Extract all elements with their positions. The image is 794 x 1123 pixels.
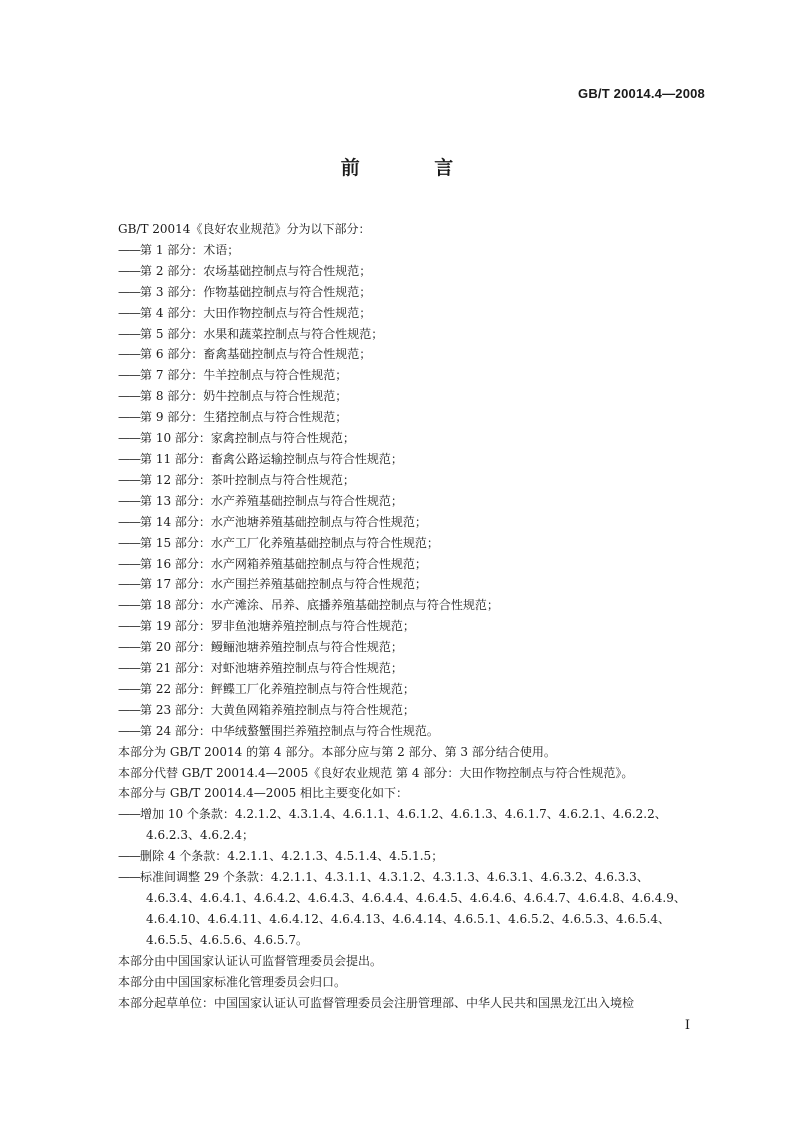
dash-mark: —— — [118, 493, 140, 508]
change-item-added-cont: 4.6.2.3、4.6.2.4； — [146, 828, 254, 843]
dash-mark: —— — [118, 577, 140, 592]
part-label: 第 5 部分：水果和蔬菜控制点与符合性规范； — [140, 326, 384, 341]
dash-mark: —— — [118, 702, 140, 717]
dash-mark: —— — [118, 263, 140, 278]
part-list-item — [118, 512, 708, 533]
part-list-item — [118, 679, 708, 700]
dash-mark: —— — [118, 681, 140, 696]
dash-mark: —— — [118, 242, 140, 257]
part-list-item — [118, 658, 708, 679]
replaces-paragraph: 本部分代替 GB/T 20014.4—2005《良好农业规范 第 4 部分：大田作物控制点与符合性规范》。 — [118, 765, 634, 780]
dash-mark: —— — [118, 535, 140, 550]
change-text: 标准间调整 29 个条款：4.2.1.1、4.3.1.1、4.3.1.2、4.3.1.3、4.6.3.1、4.6.3.2、4.6.3.3、 — [140, 870, 649, 885]
dash-mark: —— — [118, 410, 140, 425]
part-label: 第 6 部分：畜禽基础控制点与符合性规范； — [140, 347, 372, 362]
part-label: 第 8 部分：奶牛控制点与符合性规范； — [140, 389, 348, 404]
change-text: 增加 10 个条款：4.2.1.2、4.3.1.4、4.6.1.1、4.6.1.2、4.6.1.3、4.6.1.7、4.6.2.1、4.6.2.2、 — [140, 807, 667, 822]
part-list-item — [118, 700, 708, 721]
dash-mark: —— — [118, 284, 140, 299]
standard-code: GB/T 20014.4—2008 — [578, 86, 705, 101]
change-item-deleted — [118, 846, 708, 867]
change-item-adjusted-cont: 4.6.3.4、4.6.4.1、4.6.4.2、4.6.4.3、4.6.4.4、4.6.4.5、4.6.4.6、4.6.4.7、4.6.4.8、4.6.4.9、 — [146, 891, 686, 905]
dash-mark: —— — [118, 661, 140, 676]
dash-mark: —— — [118, 598, 140, 613]
dash-mark: —— — [118, 807, 140, 822]
dash-mark: —— — [118, 347, 140, 362]
change-item-added — [118, 804, 708, 825]
change-text: 删除 4 个条款：4.2.1.1、4.2.1.3、4.5.1.4、4.5.1.5； — [140, 849, 444, 864]
part-label: 第 21 部分：对虾池塘养殖控制点与符合性规范； — [140, 661, 403, 676]
part-list-item — [118, 491, 708, 512]
part-label: 第 1 部分：术语； — [140, 242, 240, 257]
dash-mark: —— — [118, 723, 140, 738]
dash-mark: —— — [118, 849, 140, 864]
part-label: 第 14 部分：水产池塘养殖基础控制点与符合性规范； — [140, 514, 427, 529]
part-list-item — [118, 449, 708, 470]
part-label: 第 18 部分：水产滩涂、吊养、底播养殖基础控制点与符合性规范； — [140, 598, 499, 613]
part-label: 第 2 部分：农场基础控制点与符合性规范； — [140, 263, 372, 278]
managed-paragraph: 本部分由中国国家标准化管理委员会归口。 — [118, 974, 347, 989]
dash-mark: —— — [118, 870, 140, 885]
foreword-body — [118, 219, 708, 1013]
part-list-item — [118, 407, 708, 428]
part-list-item — [118, 428, 708, 449]
dash-mark: —— — [118, 451, 140, 466]
part-label: 第 3 部分：作物基础控制点与符合性规范； — [140, 284, 372, 299]
dash-mark: —— — [118, 472, 140, 487]
change-item-adjusted — [118, 867, 708, 888]
part-list-item — [118, 554, 708, 575]
dash-mark: —— — [118, 305, 140, 320]
part-list-item — [118, 595, 708, 616]
part-label: 第 7 部分：牛羊控制点与符合性规范； — [140, 368, 348, 383]
part-label: 第 19 部分：罗非鱼池塘养殖控制点与符合性规范； — [140, 619, 415, 634]
intro-paragraph: GB/T 20014《良好农业规范》分为以下部分： — [118, 222, 371, 236]
part-label: 第 22 部分：鲆鲽工厂化养殖控制点与符合性规范； — [140, 681, 415, 696]
part-label: 第 23 部分：大黄鱼网箱养殖控制点与符合性规范； — [140, 702, 415, 717]
part-list-item — [118, 637, 708, 658]
part-label: 第 15 部分：水产工厂化养殖基础控制点与符合性规范； — [140, 535, 439, 550]
changes-list — [118, 804, 708, 950]
drafters-paragraph: 本部分起草单位：中国国家认证认可监督管理委员会注册管理部、中华人民共和国黑龙江出入境检 — [118, 995, 635, 1010]
part-label: 第 24 部分：中华绒螯蟹围拦养殖控制点与符合性规范。 — [140, 723, 439, 738]
dash-mark: —— — [118, 368, 140, 383]
part-list-item — [118, 533, 708, 554]
dash-mark: —— — [118, 619, 140, 634]
dash-mark: —— — [118, 431, 140, 446]
part-list-item — [118, 386, 708, 407]
changes-intro-paragraph: 本部分与 GB/T 20014.4—2005 相比主要变化如下： — [118, 786, 409, 801]
proposed-paragraph: 本部分由中国国家认证认可监督管理委员会提出。 — [118, 953, 383, 968]
part-list-item — [118, 344, 708, 365]
page-number: I — [684, 1018, 690, 1033]
part-list-item — [118, 470, 708, 491]
part-of-paragraph: 本部分为 GB/T 20014 的第 4 部分。本部分应与第 2 部分、第 3 部分结合使用。 — [118, 744, 556, 759]
dash-mark: —— — [118, 326, 140, 341]
parts-list — [118, 240, 708, 742]
part-label: 第 16 部分：水产网箱养殖基础控制点与符合性规范； — [140, 556, 427, 571]
part-label: 第 4 部分：大田作物控制点与符合性规范； — [140, 305, 372, 320]
part-label: 第 17 部分：水产围拦养殖基础控制点与符合性规范； — [140, 577, 427, 592]
part-list-item — [118, 616, 708, 637]
part-list-item — [118, 324, 708, 345]
part-label: 第 13 部分：水产养殖基础控制点与符合性规范； — [140, 493, 403, 508]
dash-mark: —— — [118, 389, 140, 404]
part-list-item — [118, 240, 708, 261]
part-label: 第 9 部分：生猪控制点与符合性规范； — [140, 410, 348, 425]
part-list-item — [118, 365, 708, 386]
part-label: 第 12 部分：茶叶控制点与符合性规范； — [140, 472, 355, 487]
change-item-adjusted-cont: 4.6.4.10、4.6.4.11、4.6.4.12、4.6.4.13、4.6.4.14、4.6.5.1、4.6.5.2、4.6.5.3、4.6.5.4、 — [146, 911, 671, 926]
part-list-item — [118, 574, 708, 595]
part-list-item — [118, 282, 708, 303]
part-list-item — [118, 261, 708, 282]
page-title: 前 言 — [340, 157, 488, 179]
change-item-adjusted-cont: 4.6.5.5、4.6.5.6、4.6.5.7。 — [146, 932, 308, 947]
part-list-item — [118, 303, 708, 324]
part-label: 第 20 部分：鳗鲡池塘养殖控制点与符合性规范； — [140, 640, 403, 655]
dash-mark: —— — [118, 514, 140, 529]
part-label: 第 11 部分：畜禽公路运输控制点与符合性规范； — [140, 451, 403, 466]
dash-mark: —— — [118, 556, 140, 571]
part-list-item — [118, 721, 708, 742]
part-label: 第 10 部分：家禽控制点与符合性规范； — [140, 431, 355, 446]
dash-mark: —— — [118, 640, 140, 655]
